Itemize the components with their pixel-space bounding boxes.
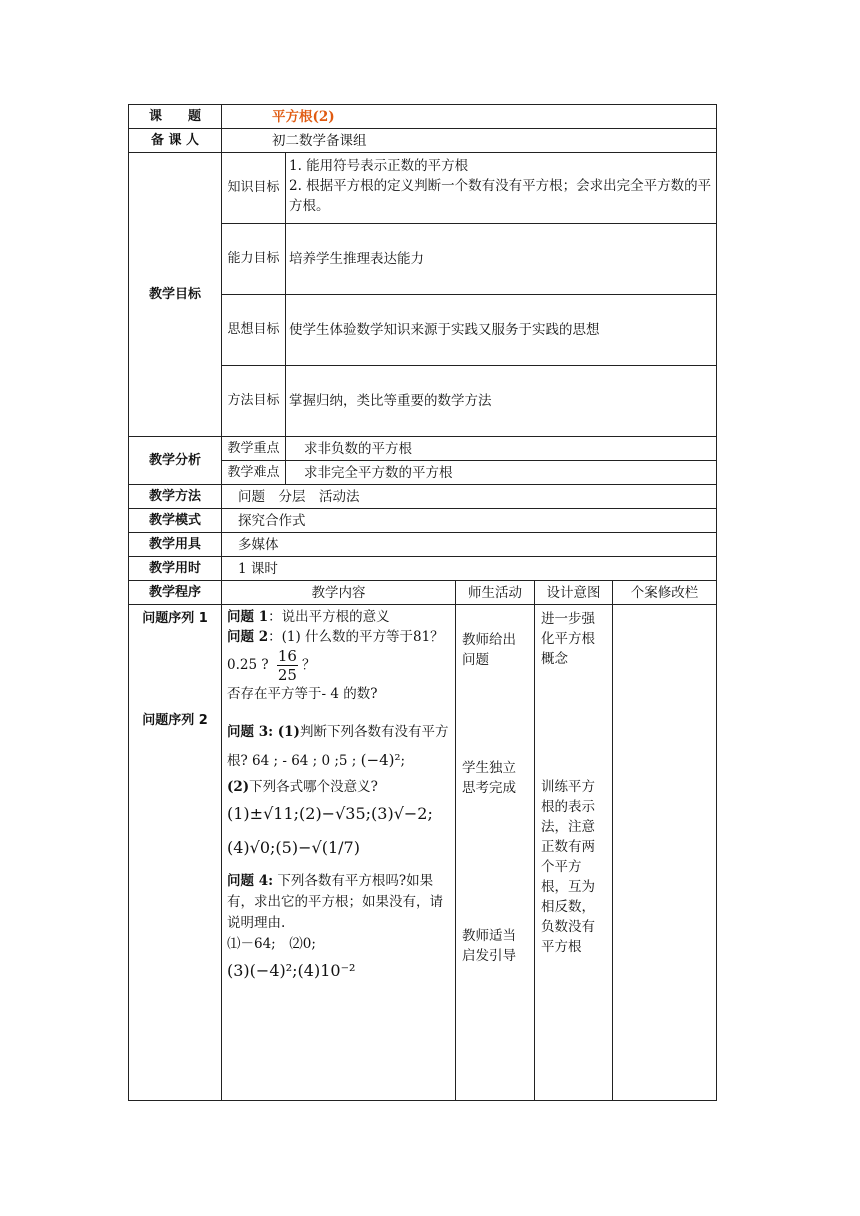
- row-analysis-key: [129, 437, 717, 461]
- objective-thought-name: 思想目标: [222, 295, 286, 366]
- fraction-denominator: 25: [277, 666, 297, 684]
- fraction-numerator: 16: [277, 647, 297, 665]
- time-value: 1 课时: [222, 557, 717, 581]
- question-4: [227, 871, 450, 934]
- lesson-plan: [128, 104, 716, 1101]
- col-header-intent: 设计意图: [535, 581, 613, 605]
- question-1-text: ：说出平方根的意义: [268, 609, 390, 625]
- tools-label: 教学用具: [129, 533, 222, 557]
- objective-ability-text: 培养学生推理表达能力: [286, 224, 717, 295]
- question-4-items-b: (3)(−4)²;(4)10⁻²: [227, 961, 356, 980]
- mode-label: 教学模式: [129, 509, 222, 533]
- question-2-text-b: ？: [301, 657, 316, 673]
- row-objective-knowledge: [129, 153, 717, 224]
- objective-knowledge-text: [286, 153, 717, 224]
- question-4-items-a: ⑴－64; ⑵0;: [227, 936, 316, 952]
- question-3-part1-text: 判断下列各数有没有平方根? 64 ; - 64 ; 0 ;5 ;: [227, 724, 449, 769]
- question-3-part2-label: (2): [227, 779, 250, 795]
- objective-method-name: 方法目标: [222, 366, 286, 437]
- analysis-key-label: 教学重点: [222, 437, 286, 461]
- question-4-label: 问题 4:: [227, 873, 274, 889]
- radical-expressions-b: (4)√0;(5)−√(1/7): [227, 838, 360, 857]
- question-3-part2-text: 下列各式哪个没意义?: [249, 779, 378, 795]
- question-2: [227, 627, 450, 684]
- mode-value: 探究合作式: [222, 509, 717, 533]
- question-4-text: 下列各数有平方根吗?如果有，求出它的平方根；如果没有，请说明理由.: [227, 873, 443, 931]
- row-preparer: [129, 129, 717, 153]
- objectives-label: 教学目标: [129, 153, 222, 437]
- activity-2: 学生独立思考完成: [462, 760, 516, 796]
- method-label: 教学方法: [129, 485, 222, 509]
- topic-label: 课 题: [129, 105, 222, 129]
- objective-knowledge-line-1: 1. 能用符号表示正数的平方根: [289, 158, 469, 174]
- row-procedure-body: [129, 605, 717, 1101]
- objective-knowledge-name: 知识目标: [222, 153, 286, 224]
- sequence-label-cell: [129, 605, 222, 1101]
- teaching-content: [222, 605, 456, 1101]
- intent-2: 训练平方根的表示法，注意正数有两个平方根，互为相反数，负数没有平方根: [541, 779, 595, 955]
- analysis-label: 教学分析: [129, 437, 222, 485]
- sequence-label-1: 问题序列 1: [142, 611, 208, 626]
- question-1-label: 问题 1: [227, 609, 269, 625]
- analysis-difficulty-value: 求非完全平方数的平方根: [286, 461, 717, 485]
- preparer-label: 备 课 人: [129, 129, 222, 153]
- col-header-content: 教学内容: [222, 581, 456, 605]
- row-method: [129, 485, 717, 509]
- fraction-16-25: [277, 647, 298, 684]
- method-value: 问题 分层 活动法: [222, 485, 717, 509]
- row-time: [129, 557, 717, 581]
- col-header-revision: 个案修改栏: [613, 581, 717, 605]
- question-1: [227, 607, 450, 627]
- question-3: 问题 3: (1)判断下列各数有没有平方根? 64 ; - 64 ; 0 ;5 ; (−4)²;: [227, 724, 449, 769]
- objective-thought-text: 使学生体验数学知识来源于实践又服务于实践的思想: [286, 295, 717, 366]
- row-procedure-header: [129, 581, 717, 605]
- radical-expressions-a: (1)±√11;(2)−√35;(3)√−2;: [227, 804, 433, 823]
- row-tools: [129, 533, 717, 557]
- objective-knowledge-line-2: 2. 根据平方根的定义判断一个数有没有平方根；会求出完全平方数的平方根。: [289, 178, 712, 214]
- activity-1: 教师给出问题: [462, 632, 516, 668]
- row-mode: [129, 509, 717, 533]
- teacher-student-activities: [456, 605, 535, 1101]
- design-intent: [535, 605, 613, 1101]
- tools-value: 多媒体: [222, 533, 717, 557]
- analysis-key-value: 求非负数的平方根: [286, 437, 717, 461]
- analysis-difficulty-label: 教学难点: [222, 461, 286, 485]
- intent-1: 进一步强化平方根概念: [541, 611, 595, 667]
- revision-column: [613, 605, 717, 1101]
- col-header-activity: 师生活动: [456, 581, 535, 605]
- preparer-value: 初二数学备课组: [222, 129, 717, 153]
- question-3-part2: [227, 777, 450, 797]
- objective-ability-name: 能力目标: [222, 224, 286, 295]
- lesson-plan-table: [128, 104, 717, 1101]
- row-topic: [129, 105, 717, 129]
- question-3-label: 问题 3: [227, 724, 269, 740]
- question-2-text-c: 否存在平方等于- 4 的数?: [227, 686, 378, 702]
- topic-value: 平方根(2): [272, 108, 335, 125]
- question-2-text: ：(1) 什么数的平方等于81？0.25 ?: [227, 629, 444, 673]
- sequence-label-2: 问题序列 2: [142, 713, 208, 728]
- power-expression: (−4)²: [360, 751, 401, 769]
- procedure-label: 教学程序: [129, 581, 222, 605]
- question-3-part1-label: : (1): [268, 724, 300, 740]
- question-2-label: 问题 2: [227, 629, 269, 645]
- objective-method-text: 掌握归纳，类比等重要的数学方法: [286, 366, 717, 437]
- time-label: 教学用时: [129, 557, 222, 581]
- activity-3: 教师适当启发引导: [462, 928, 516, 964]
